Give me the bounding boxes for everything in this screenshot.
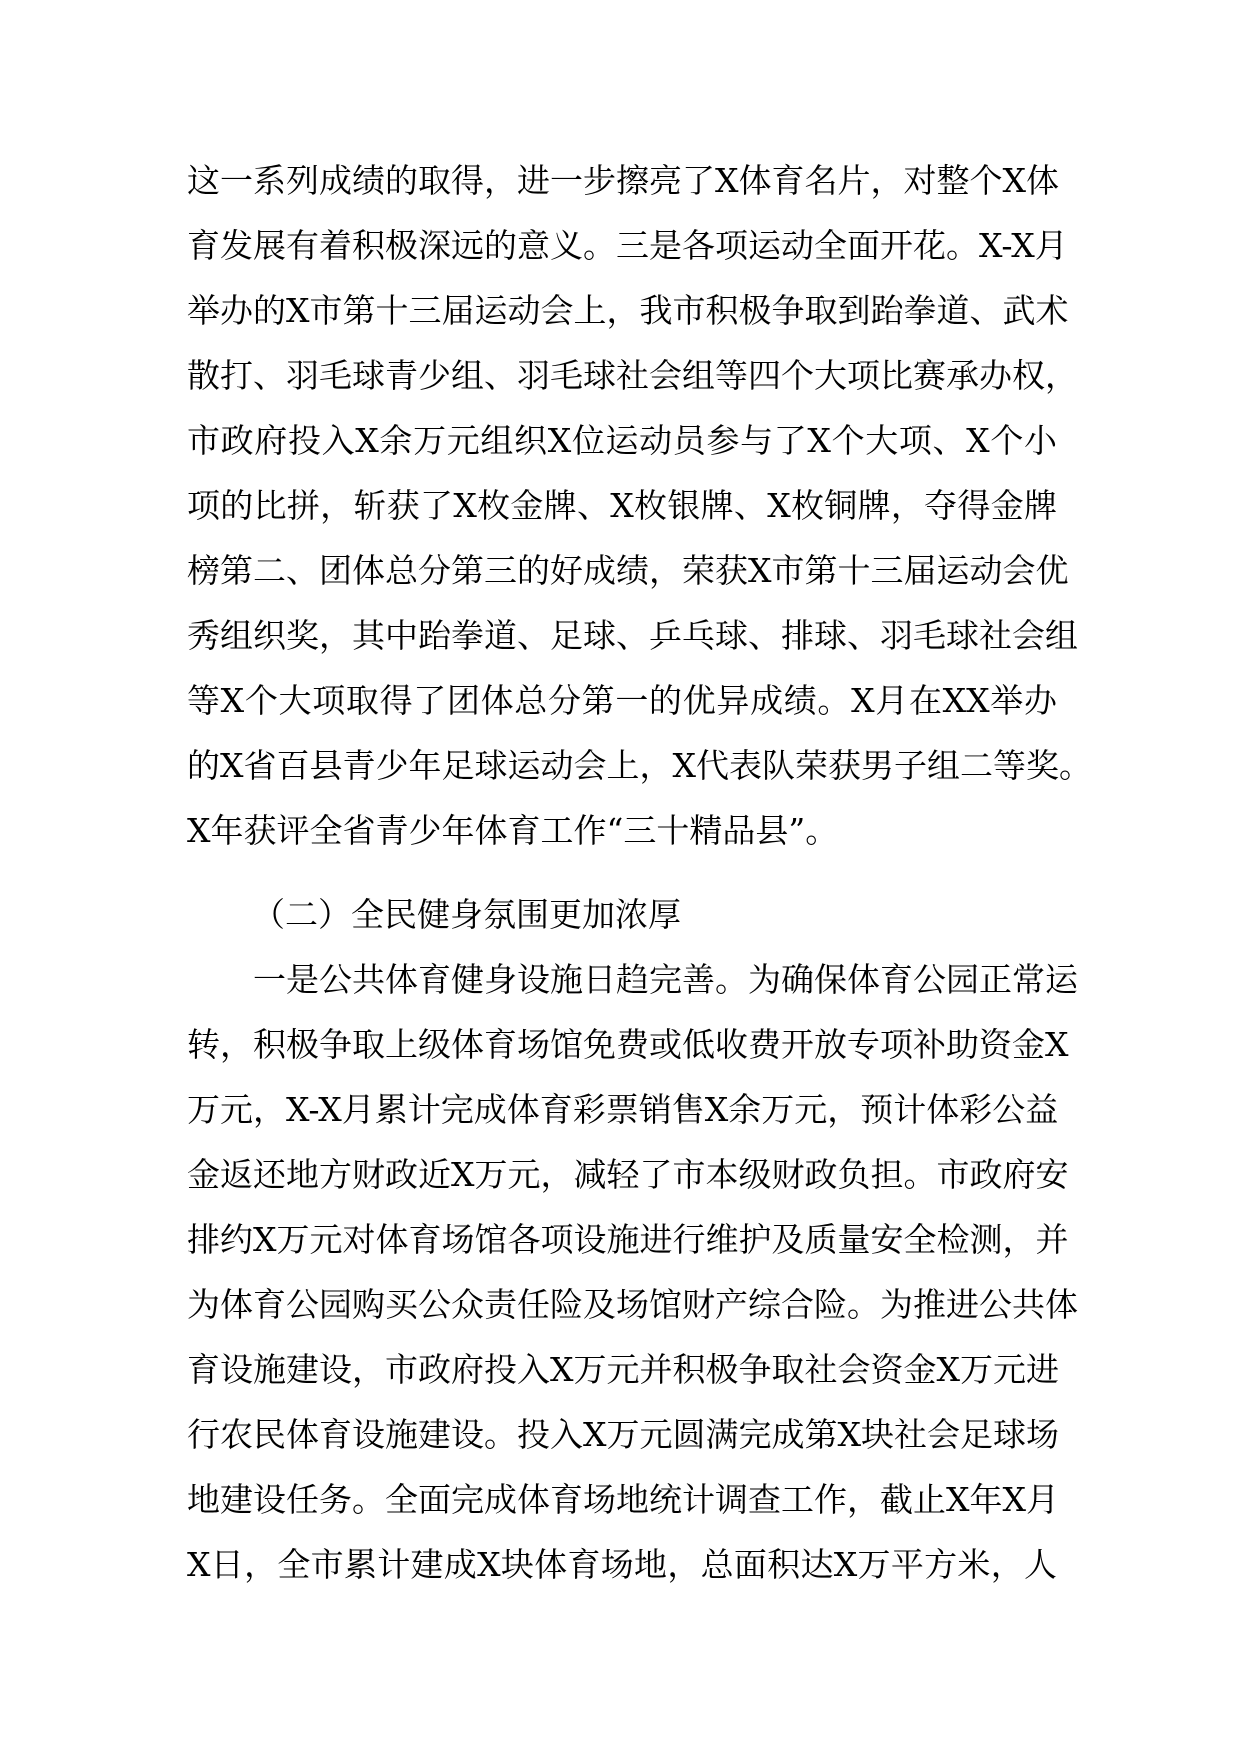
text-line: 的X省百县青少年足球运动会上，X代表队荣获男子组二等奖。	[187, 746, 1092, 785]
text-line: 地建设任务。全面完成体育场地统计调查工作，截止X年X月	[187, 1480, 1059, 1519]
text-line: 育发展有着积极深远的意义。三是各项运动全面开花。X-X月	[187, 226, 1068, 265]
text-line: 排约X万元对体育场馆各项设施进行维护及质量安全检测，并	[187, 1220, 1069, 1259]
text-line: 这一系列成绩的取得，进一步擦亮了X体育名片，对整个X体	[187, 161, 1059, 200]
text-line: 市政府投入X余万元组织X位运动员参与了X个大项、X个小	[187, 421, 1057, 460]
text-line: 万元，X-X月累计完成体育彩票销售X余万元，预计体彩公益	[187, 1090, 1059, 1129]
text-line: 举办的X市第十三届运动会上，我市积极争取到跆拳道、武术	[187, 291, 1069, 330]
text-line: 行农民体育设施建设。投入X万元圆满完成第X块社会足球场	[187, 1415, 1059, 1454]
text-line: 转，积极争取上级体育场馆免费或低收费开放专项补助资金X	[187, 1025, 1069, 1064]
section-heading: （二）全民健身氛围更加浓厚	[252, 895, 681, 934]
paragraph-sports-achievements	[187, 148, 1092, 863]
text-line: 榜第二、团体总分第三的好成绩，荣获X市第十三届运动会优	[187, 551, 1069, 590]
text-line: 散打、羽毛球青少组、羽毛球社会组等四个大项比赛承办权，	[187, 356, 1078, 395]
text-line: X日，全市累计建成X块体育场地，总面积达X万平方米，人	[187, 1545, 1057, 1584]
text-line: 秀组织奖，其中跆拳道、足球、乒乓球、排球、羽毛球社会组	[187, 616, 1078, 655]
text-line: 项的比拼，斩获了X枚金牌、X枚银牌、X枚铜牌，夺得金牌	[187, 486, 1057, 525]
text-line: X年获评全省青少年体育工作“三十精品县”。	[187, 811, 839, 850]
text-line: 育设施建设，市政府投入X万元并积极争取社会资金X万元进	[187, 1350, 1059, 1389]
text-line: 等X个大项取得了团体总分第一的优异成绩。X月在XX举办	[187, 681, 1057, 720]
paragraph-public-facilities	[187, 947, 1078, 1597]
text-line: 金返还地方财政近X万元，减轻了市本级财政负担。市政府安	[187, 1155, 1069, 1194]
text-line: 一是公共体育健身设施日趋完善。为确保体育公园正常运	[253, 960, 1078, 999]
text-line: 为体育公园购买公众责任险及场馆财产综合险。为推进公共体	[187, 1285, 1078, 1324]
